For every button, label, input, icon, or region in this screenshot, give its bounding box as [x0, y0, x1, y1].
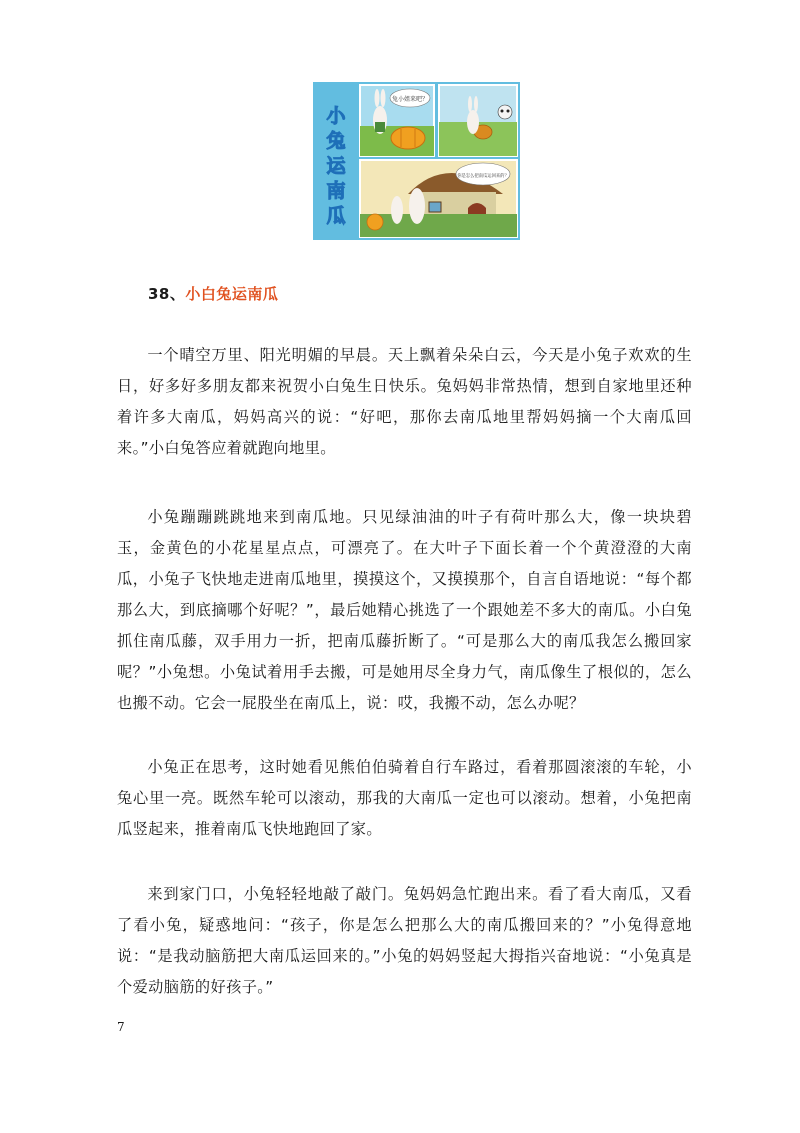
story-title — [148, 283, 278, 304]
rabbit-figure — [391, 196, 403, 224]
speech-bubble-1-text: 兔小姐来吧？ — [391, 96, 429, 103]
rabbit-figure — [467, 110, 479, 134]
vertical-title: 小兔运南瓜 — [326, 105, 346, 227]
story-number: 38、 — [148, 285, 186, 303]
rabbit-figure — [409, 188, 425, 224]
panel-3 — [360, 160, 517, 237]
panel-1 — [360, 85, 434, 156]
paragraph: 来到家门口，小兔轻轻地敲了敲门。兔妈妈急忙跑出来。看了看大南瓜，又看了看小兔，疑惑地问：“孩子，你是怎么把那么大的南瓜搬回来的？”小兔得意地说：“是我动脑筋把大南瓜运回来的。”小兔的妈妈竖起大拇指兴奋地说：“小兔真是个爱动脑筋的好孩子。” — [117, 885, 692, 996]
speech-bubble-2-text: 你是怎么把南瓜运回来的？ — [457, 174, 509, 179]
paragraph: 小兔正在思考，这时她看见熊伯伯骑着自行车路过，看着那圆滚滚的车轮，小兔心里一亮。既然车轮可以滚动，那我的大南瓜一定也可以滚动。想着，小兔把南瓜竖起来，推着南瓜飞快地跑回了家。 — [117, 758, 692, 838]
story-illustration — [313, 82, 520, 240]
page-number: 7 — [117, 1020, 125, 1034]
panel-2 — [439, 85, 517, 156]
paragraph: 一个晴空万里、阳光明媚的早晨。天上飘着朵朵白云，今天是小兔子欢欢的生日，好多好多朋友都来祝贺小白兔生日快乐。兔妈妈非常热情，想到自家地里还种着许多大南瓜，妈妈高兴的说：“好吧，那你去南瓜地里帮妈妈摘一个大南瓜回来。”小白兔答应着就跑向地里。 — [117, 346, 692, 457]
paragraph: 小兔蹦蹦跳跳地来到南瓜地。只见绿油油的叶子有荷叶那么大，像一块块碧玉，金黄色的小花星星点点，可漂亮了。在大叶子下面长着一个个黄澄澄的大南瓜，小兔子飞快地走进南瓜地里，摸摸这个，又摸摸那个，自言自语地说：“每个都那么大，到底摘哪个好呢？”，最后她精心挑选了一个跟她差不多大的南瓜。小白兔抓住南瓜藤，双手用力一折，把南瓜藤折断了。“可是那么大的南瓜我怎么搬回家呢？”小兔想。小兔试着用手去搬，可是她用尽全身力气，南瓜像生了根似的，怎么也搬不动。它会一屁股坐在南瓜上，说：哎，我搬不动，怎么办呢？ — [117, 508, 692, 712]
story-name: 小白兔运南瓜 — [185, 285, 279, 303]
